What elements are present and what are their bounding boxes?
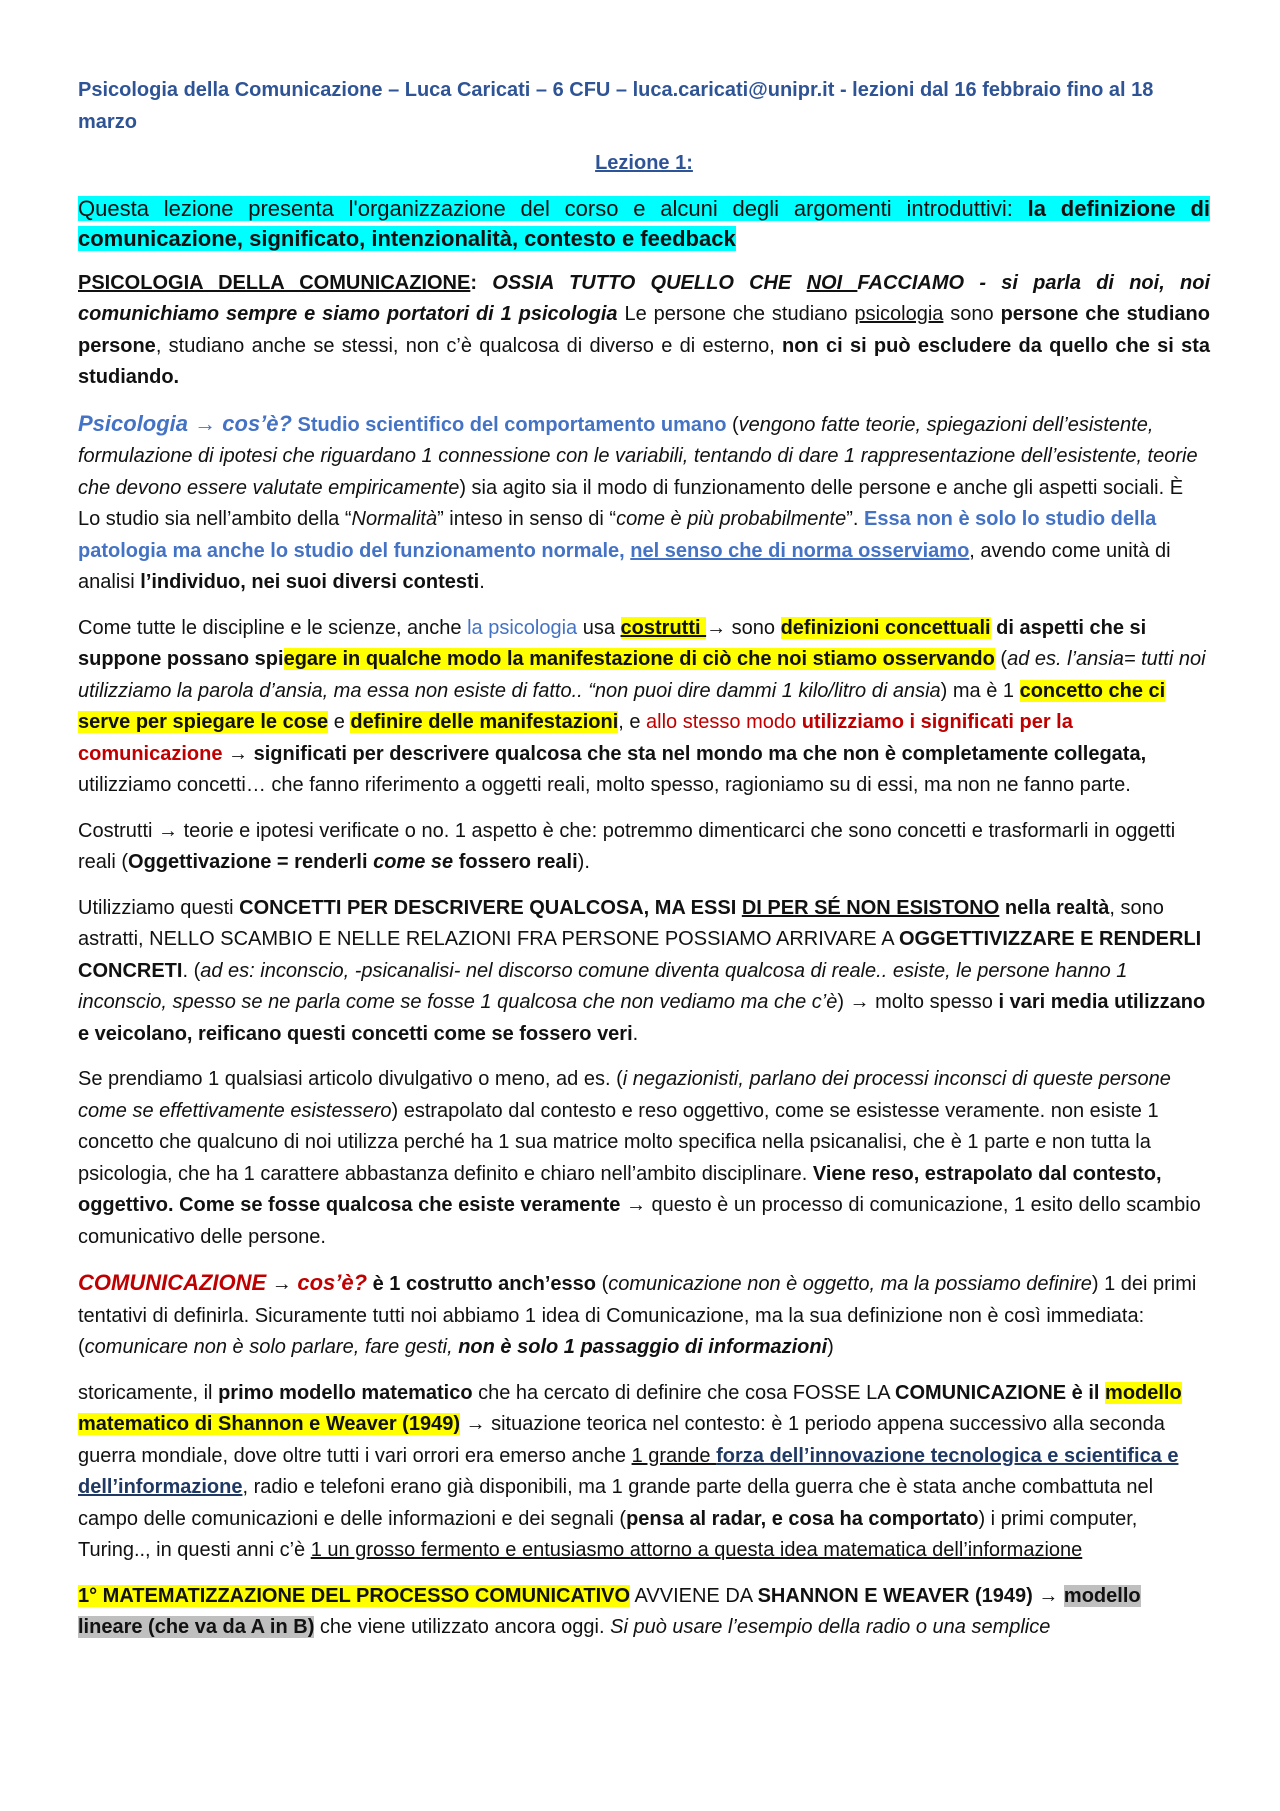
- paragraph-articolo-divulgativo: Se prendiamo 1 qualsiasi articolo divulgativo o meno, ad es. (i negazionisti, parlano dei processi inconsci di queste persone come se effettivamente esistessero) estrapolato dal contesto e reso oggettivo, come se esistesse veramente. non esiste 1 concetto che qualcuno di noi utilizza perché ha 1 sua matrice molto specifica nella psicanalisi, che è 1 parte e non tutta la psicologia, che ha 1 carattere abbastanza definito e chiaro nell’ambito disciplinare. Viene reso, estrapolato dal contesto, oggettivo. Come se fosse qualcosa che esiste veramente → questo è un processo di comunicazione, 1 esito dello scambio comunicativo delle persone.: [78, 1068, 1201, 1248]
- lesson-intro: Questa lezione presenta l'organizzazione del corso e alcuni degli argomenti introduttivi: la definizione di comunicazione, significato, intenzionalità, contesto e feedback: [78, 195, 1210, 251]
- paragraph-costrutti: Come tutte le discipline e le scienze, anche la psicologia usa costrutti → sono definizioni concettuali di aspetti che si suppone possano spiegare in qualche modo la manifestazione di ciò che noi stiamo osservando (ad es. l’ansia= tutti noi utilizziamo la parola d’ansia, ma essa non esiste di fatto.. “non puoi dire dammi 1 kilo/litro di ansia) ma è 1 concetto che ci serve per spiegare le cose e definire delle manifestazioni, e allo stesso modo utilizziamo i significati per la comunicazione → significati per descrivere qualcosa che sta nel mondo ma che non è completamente collegata, utilizziamo concetti… che fanno riferimento a oggetti reali, molto spesso, ragioniamo su di essi, ma non ne fanno parte.: [78, 616, 1206, 796]
- paragraph-oggettivazione: Costrutti → teorie e ipotesi verificate o no. 1 aspetto è che: potremmo dimenticarci che sono concetti e trasformarli in oggetti reali (Oggettivazione = renderli come se fossero reali).: [78, 819, 1176, 873]
- paragraph-psicologia-definizione: Psicologia → cos’è? Studio scientifico del comportamento umano (vengono fatte teorie, spiegazioni dell’esistente, formulazione di ipotesi che riguardano 1 connessione con le variabili, tentando di dare 1 rappresentazione dell’esistente, teorie che devono essere valutate empiricamente) sia agito sia il modo di funzionamento delle persone e anche gli aspetti sociali. È Lo studio sia nell’ambito della “Normalità” inteso in senso di “come è più probabilmente”. Essa non è solo lo studio della patologia ma anche lo studio del funzionamento normale, nel senso che di norma osserviamo, avendo come unità di analisi l’individuo, nei suoi diversi contesti.: [78, 410, 1198, 593]
- document-page: [78, 74, 1210, 1644]
- email-link[interactable]: luca.caricati@unipr.it: [632, 79, 835, 101]
- paragraph-psicologia-comunicazione: PSICOLOGIA DELLA COMUNICAZIONE: OSSIA TUTTO QUELLO CHE NOI FACCIAMO - si parla di noi, noi comunichiamo sempre e siamo portatori di 1 psicologia Le persone che studiano psicologia sono persone che studiano persone, studiano anche se stessi, non c’è qualcosa di diverso e di esterno, non ci si può escludere da quello che si sta studiando.: [78, 271, 1210, 388]
- paragraph-matematizzazione: 1° MATEMATIZZAZIONE DEL PROCESSO COMUNICATIVO AVVIENE DA SHANNON E WEAVER (1949) → modello lineare (che va da A in B) che viene utilizzato ancora oggi. Si può usare l’esempio della radio o una semplice: [78, 1584, 1141, 1638]
- paragraph-modello-matematico: storicamente, il primo modello matematico che ha cercato di definire che cosa FOSSE LA COMUNICAZIONE è il modello matematico di Shannon e Weaver (1949) → situazione teorica nel contesto: è 1 periodo appena successivo alla seconda guerra mondiale, dove oltre tutti i vari orrori era emerso anche 1 grande forza dell’innovazione tecnologica e scientifica e dell’informazione, radio e telefoni erano già disponibili, ma 1 grande parte della guerra che è stata anche combattuta nel campo delle comunicazioni e delle informazioni e dei segnali (pensa al radar, e cosa ha comportato) i primi computer, Turing.., in questi anni c’è 1 un grosso fermento e entusiasmo attorno a questa idea matematica dell’informazione: [78, 1381, 1182, 1561]
- paragraph-concetti: Utilizziamo questi CONCETTI PER DESCRIVERE QUALCOSA, MA ESSI DI PER SÉ NON ESISTONO nella realtà, sono astratti, NELLO SCAMBIO E NELLE RELAZIONI FRA PERSONE POSSIAMO ARRIVARE A OGGETTIVIZZARE E RENDERLI CONCRETI. (ad es: inconscio, -psicanalisi- nel discorso comune diventa qualcosa di reale.. esiste, le persone hanno 1 inconscio, spesso se ne parla come se fosse 1 qualcosa che non vediamo ma che c’è) → molto spesso i vari media utilizzano e veicolano, reificano questi concetti come se fossero veri.: [78, 896, 1206, 1045]
- course-header: Psicologia della Comunicazione – Luca Caricati – 6 CFU – luca.caricati@unipr.it - lezioni dal 16 febbraio fino al 18 marzo: [78, 79, 1154, 133]
- lesson-title: Lezione 1:: [595, 152, 693, 174]
- paragraph-comunicazione: COMUNICAZIONE → cos’è? è 1 costrutto anch’esso (comunicazione non è oggetto, ma la possiamo definire) 1 dei primi tentativi di definirla. Sicuramente tutti noi abbiamo 1 idea di Comunicazione, ma la sua definizione non è così immediata: (comunicare non è solo parlare, fare gesti, non è solo 1 passaggio di informazioni): [78, 1270, 1197, 1358]
